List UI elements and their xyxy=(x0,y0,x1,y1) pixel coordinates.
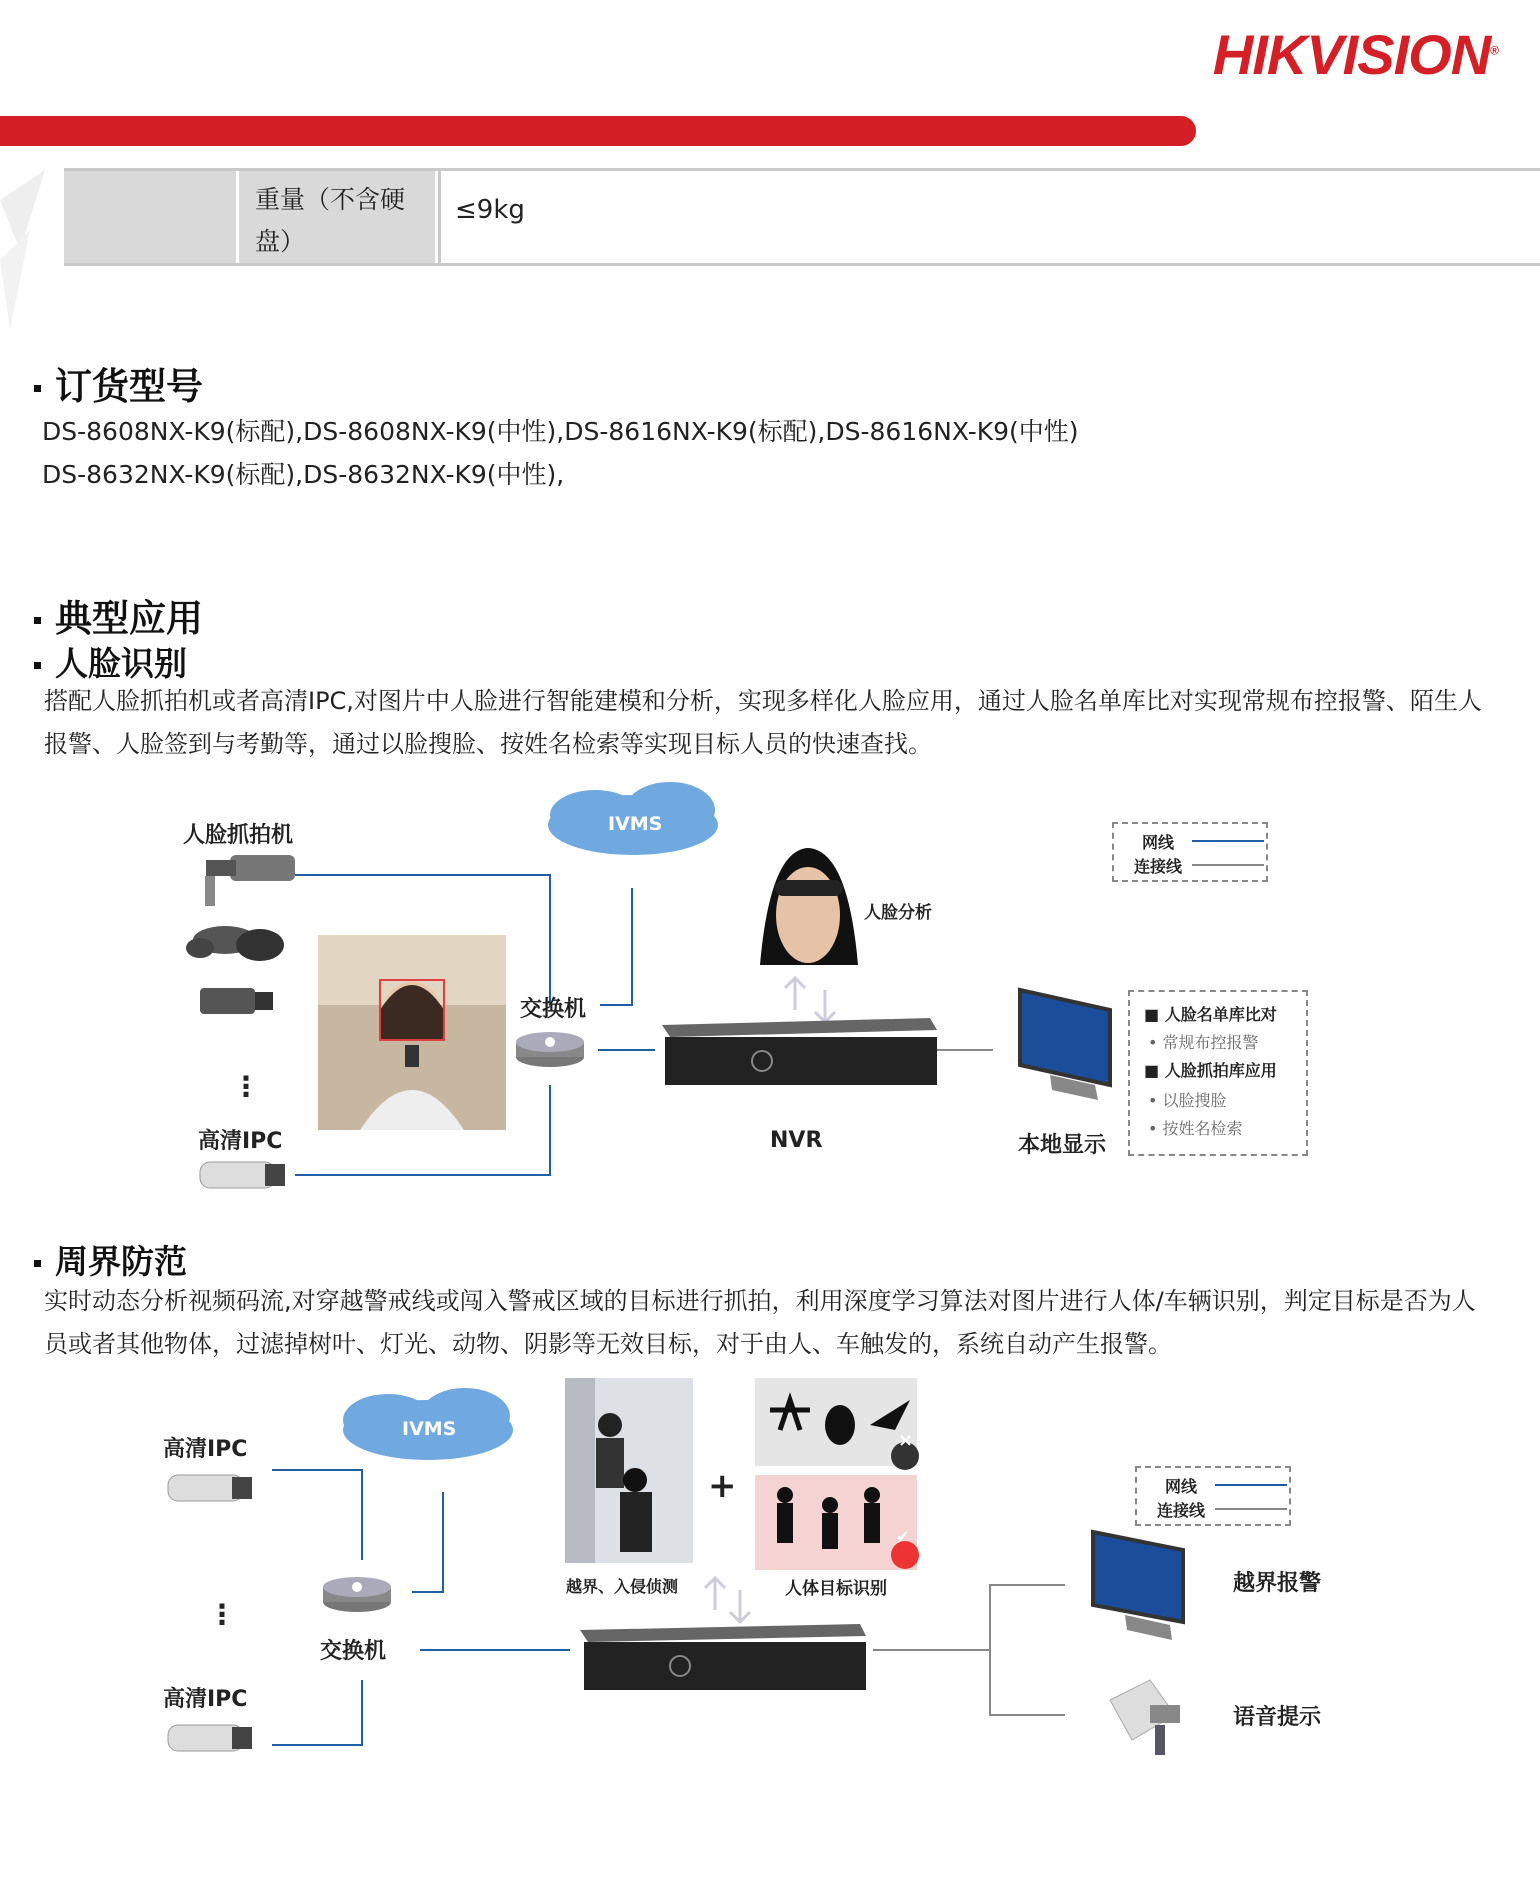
local-display-label: 本地显示 xyxy=(1018,1133,1107,1158)
humans-panel-image xyxy=(755,1475,919,1570)
ipc-top-label: 高清IPC xyxy=(163,1437,248,1462)
monitor-icon xyxy=(1093,1532,1183,1640)
hd-ipc-label: 高清IPC xyxy=(198,1129,283,1154)
feature-item-5: • 按姓名检索 xyxy=(1148,1119,1243,1138)
typical-heading: 典型应用 xyxy=(34,588,203,642)
switch-icon xyxy=(516,1032,584,1067)
model-line-2: DS-8632NX-K9(标配),DS-8632NX-K9(中性), xyxy=(42,460,565,489)
hikvision-logo: HIKVISION® xyxy=(1212,23,1498,86)
intrusion-photo-image xyxy=(565,1378,693,1563)
legend-connect-label: 连接线 xyxy=(1157,1501,1206,1520)
legend-network-label: 网线 xyxy=(1165,1477,1198,1496)
face-heading: 人脸识别 xyxy=(34,638,187,685)
spec-label-cell xyxy=(239,171,435,263)
nvr-device-icon xyxy=(662,1018,937,1085)
ivms-cloud-label: IVMS xyxy=(402,1418,457,1440)
header-red-bar xyxy=(0,116,1196,146)
spec-value: ≤9kg xyxy=(455,195,525,225)
sync-arrows-icon xyxy=(785,978,835,1022)
legend-network-line xyxy=(1215,1484,1287,1486)
feature-item-3: ■ 人脸抓拍库应用 xyxy=(1144,1061,1277,1080)
bullet-camera-icon xyxy=(168,1725,252,1751)
monitor-icon xyxy=(1020,990,1110,1100)
perimeter-description: 实时动态分析视频码流,对穿越警戒线或闯入警戒区域的目标进行抓拍，利用深度学习算法对图片进行人体/车辆识别，判定目标是否为人员或者其他物体，过滤掉树叶、灯光、动物、阴影等无效目标，对于由人、车触发的，系统自动产生报警。 xyxy=(44,1287,1476,1358)
bullet-camera-icon xyxy=(168,1475,252,1501)
feature-item-2: • 常规布控报警 xyxy=(1148,1033,1259,1052)
face-feature-list xyxy=(1128,990,1308,1156)
voice-prompt-label: 语音提示 xyxy=(1233,1705,1322,1730)
nvr-label: NVR xyxy=(770,1128,823,1153)
spec-empty-cell xyxy=(64,171,239,263)
face-camera-icon xyxy=(205,855,295,906)
legend-network-label: 网线 xyxy=(1142,833,1175,852)
face-camera-label: 人脸抓拍机 xyxy=(183,823,294,848)
dome-camera-icon xyxy=(186,926,284,961)
switch-icon xyxy=(323,1577,391,1612)
legend-connect-label: 连接线 xyxy=(1134,857,1183,876)
line-crossing-alarm-label: 越界报警 xyxy=(1233,1571,1322,1596)
legend-network-line xyxy=(1192,840,1264,842)
feature-item-4: • 以脸搜脸 xyxy=(1148,1091,1227,1110)
ellipsis-label: ⋮ xyxy=(232,1070,260,1103)
face-analysis-image xyxy=(752,845,862,965)
human-recognition-label: 人体目标识别 xyxy=(785,1579,887,1599)
box-camera-icon xyxy=(200,988,273,1014)
face-legend xyxy=(1112,822,1268,882)
ordering-heading: 订货型号 xyxy=(34,356,203,410)
animals-panel-image xyxy=(755,1378,919,1470)
switch-label: 交换机 xyxy=(320,1639,387,1664)
reject-icon: × xyxy=(898,1430,914,1451)
perimeter-legend xyxy=(1135,1466,1291,1526)
perimeter-heading: 周界防范 xyxy=(34,1236,187,1283)
sync-arrows-icon xyxy=(705,1578,750,1622)
model-line-1: DS-8608NX-K9(标配),DS-8608NX-K9(中性),DS-8616NX-K9(标配),DS-8616NX-K9(中性) xyxy=(42,417,1079,446)
switch-label: 交换机 xyxy=(520,997,587,1022)
decorative-shape-icon xyxy=(0,170,50,350)
spec-label: 重量（不含硬盘） xyxy=(255,185,406,256)
spec-value-cell xyxy=(438,171,1540,263)
face-diagram xyxy=(0,780,1540,1210)
spec-table-row xyxy=(64,168,1540,266)
ivms-cloud-label: IVMS xyxy=(608,813,663,835)
accept-icon: ✔ xyxy=(896,1527,910,1546)
feature-item-1: ■ 人脸名单库比对 xyxy=(1144,1005,1277,1024)
perimeter-diagram xyxy=(0,1370,1540,1790)
intrusion-detection-label: 越界、入侵侦测 xyxy=(566,1577,679,1596)
nvr-device-icon xyxy=(580,1624,866,1690)
bullet-camera-icon xyxy=(200,1162,285,1188)
ellipsis-label: ⋮ xyxy=(208,1598,236,1631)
legend-connect-line xyxy=(1192,864,1264,866)
speaker-icon xyxy=(1110,1680,1180,1755)
legend-connect-line xyxy=(1215,1508,1287,1510)
ipc-bottom-label: 高清IPC xyxy=(163,1687,248,1712)
plus-sign: + xyxy=(708,1466,737,1506)
face-description: 搭配人脸抓拍机或者高清IPC,对图片中人脸进行智能建模和分析，实现多样化人脸应用，通过人脸名单库比对实现常规布控报警、陌生人报警、人脸签到与考勤等，通过以脸搜脸、按姓名检索等实现目标人员的快速查找。 xyxy=(44,687,1482,758)
face-analysis-label: 人脸分析 xyxy=(864,903,932,923)
